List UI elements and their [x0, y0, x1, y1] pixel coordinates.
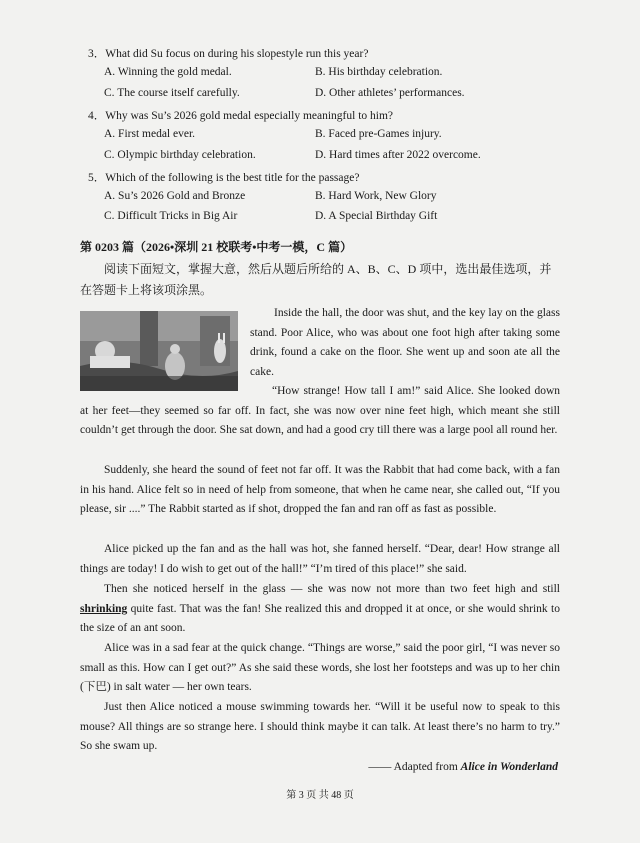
passage-paragraph-5: [80, 580, 560, 639]
source-title: Alice in Wonderland: [460, 761, 558, 773]
passage-paragraph-2: “How strange! How tall I am!” said Alice. She looked down at her feet—they seemed so far off. In fact, she was now over nine feet high, which meant she still couldn’t get through the door. She sat down, and had a good cry till there was a large pool all round her.: [80, 385, 560, 437]
passage-paragraph-7-block: [80, 698, 560, 757]
question-5-option-d: D. A Special Birthday Gift: [315, 210, 438, 222]
question-4-option-c: C. Olympic birthday celebration.: [104, 149, 256, 161]
question-5-option-c: C. Difficult Tricks in Big Air: [104, 210, 238, 222]
passage-paragraph-4-block: [80, 540, 560, 579]
question-5-option-a: A. Su’s 2026 Gold and Bronze: [104, 190, 246, 202]
question-4-option-d: D. Hard times after 2022 overcome.: [315, 149, 481, 161]
passage-paragraph-6: Alice was in a sad fear at the quick change. “Things are worse,” said the poor girl, “I was never so small as this. How can I get out?” As she said these words, she lost her footsteps and was up to her chin (下巴) in salt water — her own tears.: [80, 642, 560, 694]
alice-illustration: [80, 311, 238, 391]
passage-paragraph-4: Alice picked up the fan and as the hall was hot, she fanned herself. “Dear, dear! How strange all things are today! I do wish to get out of the hall!” “I’m tired of this place!” she said.: [80, 543, 560, 575]
question-3-option-b: B. His birthday celebration.: [315, 66, 443, 78]
instructions: 阅读下面短文，掌握大意，然后从题后所给的 A、B、C、D 项中，选出最佳选项，并在答题卡上将该项涂黑。: [80, 262, 552, 297]
passage-paragraph-7: Just then Alice noticed a mouse swimming towards her. “Will it be useful now to speak to this mouse? All things are so strange here. I should think maybe it can talk. At least there’s no harm to try.” So she swam up.: [80, 701, 560, 753]
p5-after: quite fast. That was the fan! She realized this and dropped it at once, or she would shrink to the size of an ant soon.: [80, 602, 560, 635]
source-prefix: —— Adapted from: [368, 761, 461, 773]
passage-paragraph-1: Inside the hall, the door was shut, and the key lay on the glass stand. Poor Alice, who was about one foot high after taking some drink, found a cake on the floor. She went up and soon ate all the cake.: [250, 307, 560, 378]
question-3-option-c: C. The course itself carefully.: [104, 87, 240, 99]
question-3-option-a: A. Winning the gold medal.: [104, 66, 232, 78]
page-footer: 第 3 页 共 48 页: [286, 790, 354, 801]
question-3-option-d: D. Other athletes’ performances.: [315, 87, 465, 99]
passage-paragraph-6-block: [80, 639, 560, 698]
question-5-option-b: B. Hard Work, New Glory: [315, 190, 437, 202]
question-4-option-b: B. Faced pre-Games injury.: [315, 128, 442, 140]
passage-paragraph-2-block: [80, 382, 560, 441]
question-5-stem: 5．Which of the following is the best title for the passage?: [88, 172, 360, 184]
source-attribution: [368, 761, 558, 773]
question-4-stem: 4．Why was Su’s 2026 gold medal especially meaningful to him?: [88, 110, 394, 122]
question-3-stem: 3．What did Su focus on during his slopestyle run this year?: [88, 48, 369, 60]
underlined-word-shrinking: shrinking: [80, 602, 128, 615]
p5-before: Then she noticed herself in the glass — she was now not more than two feet high and still: [104, 583, 560, 595]
passage-paragraph-3-block: [80, 461, 560, 520]
question-4-option-a: A. First medal ever.: [104, 128, 196, 140]
passage-paragraph-5-block: [80, 580, 560, 639]
section-header: 第 0203 篇（2026•深圳 21 校联考•中考一模，C 篇）: [80, 240, 353, 254]
passage-paragraph-3: Suddenly, she heard the sound of feet not far off. It was the Rabbit that had come back, with a fan in his hand. Alice felt so in need of help from someone, that when he came near, she called out, “If you please, sir ....” The Rabbit started as if shot, dropped the fan and ran off as fast as possible.: [80, 464, 560, 516]
passage-paragraph-1-container: [250, 304, 560, 382]
